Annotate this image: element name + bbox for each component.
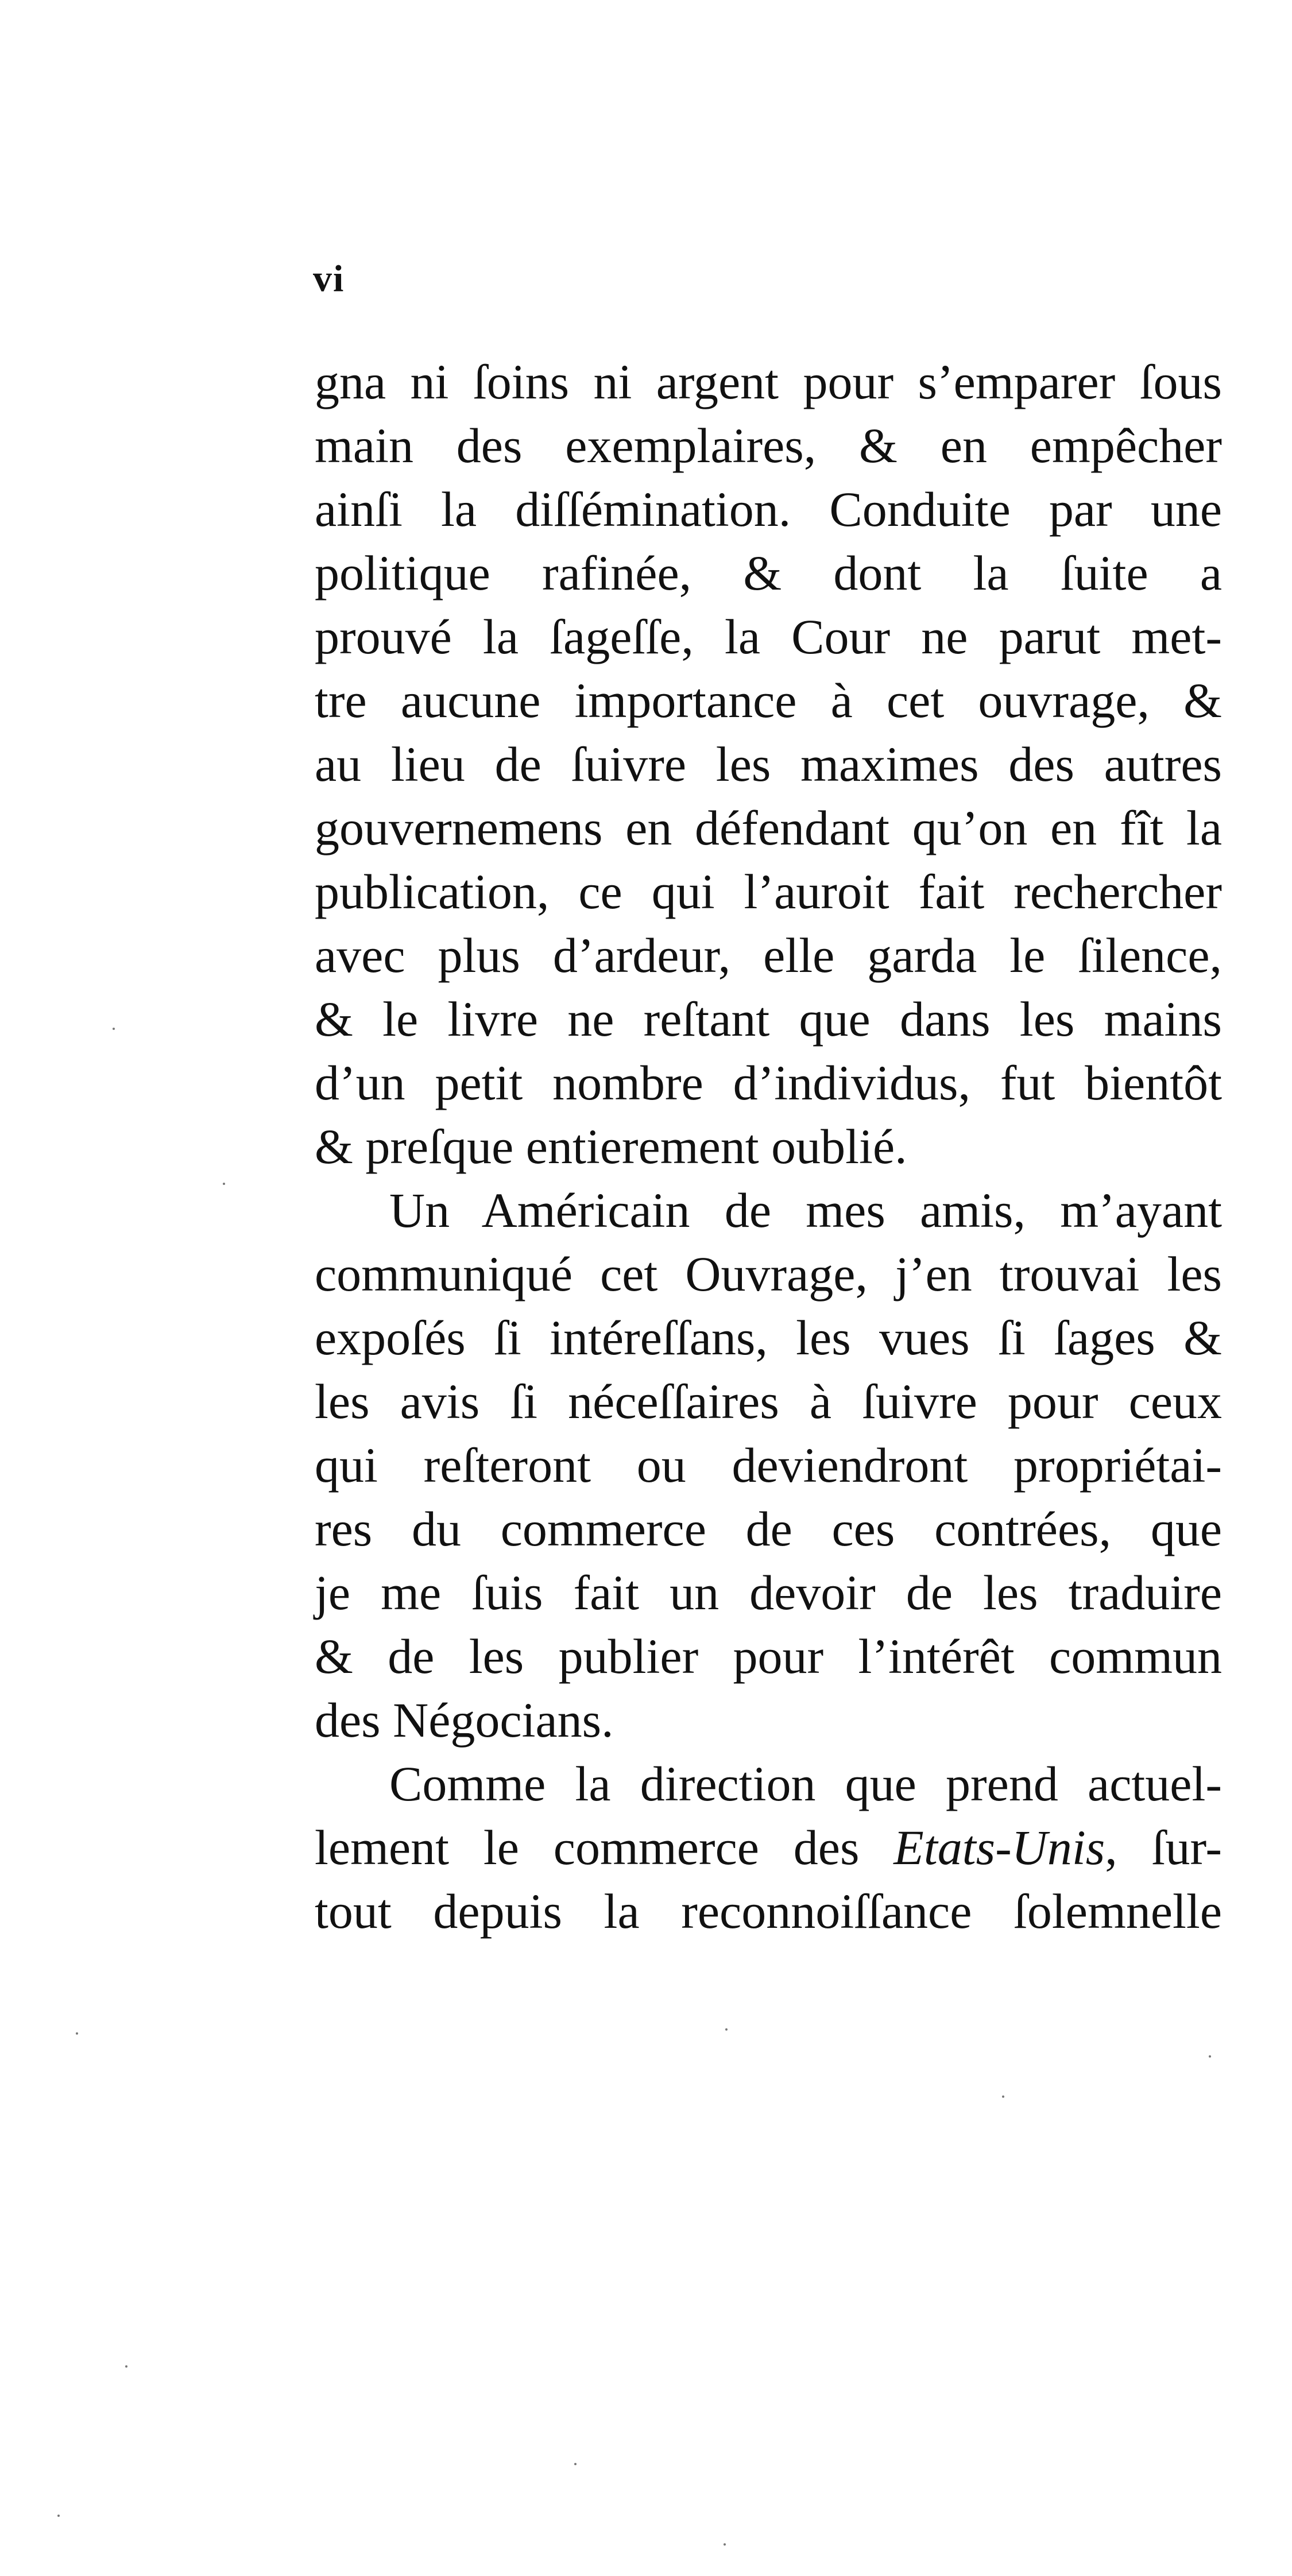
paper-speck (1002, 2095, 1004, 2098)
text-line: des Négocians. (315, 1692, 614, 1748)
text-line: politique rafinée, & dont la ſuite a (315, 545, 1222, 601)
paragraph-1 (315, 350, 1222, 1179)
italic-term: Etats-Unis (893, 1820, 1105, 1875)
text-line (315, 1816, 1222, 1880)
text-line: au lieu de ſuivre les maximes des autres (315, 737, 1222, 792)
text-line: prouvé la ſageſſe, la Cour ne parut met- (315, 609, 1222, 664)
text-line: les avis ſi néceſſaires à ſuivre pour ceux (315, 1374, 1222, 1429)
paper-speck (57, 2515, 60, 2517)
text-line: & de les publier pour l’intérêt commun (315, 1629, 1222, 1684)
paper-speck (724, 2543, 726, 2546)
text-line: avec plus d’ardeur, elle garda le ſilence, (315, 928, 1222, 983)
body-text (315, 350, 1222, 1943)
text-line: tre aucune importance à cet ouvrage, & (315, 673, 1222, 728)
paper-speck (223, 1183, 225, 1185)
text-line: gna ni ſoins ni argent pour s’emparer ſous (315, 354, 1222, 409)
text-line: d’un petit nombre d’individus, fut bientôt (315, 1055, 1222, 1110)
text-line: Un Américain de mes amis, m’ayant (389, 1183, 1222, 1238)
text-line: & le livre ne reſtant que dans les mains (315, 991, 1222, 1047)
paragraph-2 (315, 1179, 1222, 1752)
text-line: expoſés ſi intéreſſans, les vues ſi ſages & (315, 1310, 1222, 1365)
text-line: publication, ce qui l’auroit fait rechercher (315, 864, 1222, 919)
text-line: qui reſteront ou deviendront propriétai- (315, 1438, 1222, 1493)
text-line: main des exemplaires, & en empêcher (315, 418, 1222, 473)
text-line: Comme la direction que prend actuel- (389, 1756, 1222, 1811)
text-line: communiqué cet Ouvrage, j’en trouvai les (315, 1246, 1222, 1301)
paper-speck (725, 2028, 728, 2031)
paper-speck (113, 1028, 115, 1030)
paper-speck (1209, 2055, 1211, 2058)
text-line: res du commerce de ces contrées, que (315, 1501, 1222, 1556)
paper-speck (125, 2365, 127, 2368)
paragraph-3 (315, 1752, 1222, 1943)
text-line: gouvernemens en défendant qu’on en fît la (315, 800, 1222, 855)
text-line: tout depuis la reconnoiſſance ſolemnelle (315, 1884, 1222, 1939)
text-run: lement le commerce des Etats-Unis, ſur- (315, 1820, 1222, 1875)
page-number: vi (313, 258, 345, 300)
paper-speck (574, 2463, 577, 2465)
text-line: & preſque entierement oublié. (315, 1119, 907, 1174)
text-line: je me ſuis fait un devoir de les traduire (315, 1565, 1222, 1620)
text-line: ainſi la diſſémination. Conduite par une (315, 482, 1222, 537)
paper-speck (76, 2032, 78, 2035)
